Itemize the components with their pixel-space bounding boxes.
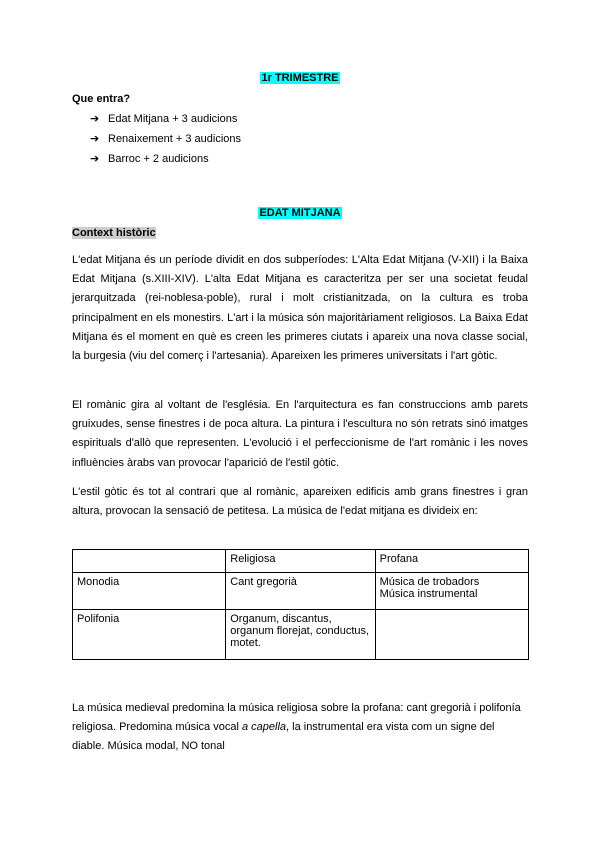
- list-item: ➔ Edat Mitjana + 3 audicions: [90, 113, 238, 125]
- paragraph-gotic: L'estil gòtic és tot al contrari que al romànic, apareixen edificis amb grans finestres i gran altura, provocan la sensació de petitesa. La música de l'edat mitjana es divideix en:: [72, 486, 528, 518]
- table-cell: [375, 610, 528, 660]
- paragraph-final: La música medieval predomina la música religiosa sobre la profana: cant gregorià i polifonía religiosa. Predomina música vocal a capella, la instrumental era vista com un signe del diable. Música modal, NO tonal: [72, 702, 521, 753]
- table-cell-line: Música instrumental: [379, 588, 478, 600]
- table-cell-line: Organum, discantus,: [230, 613, 332, 625]
- table-cell-line: Música de trobadors: [379, 576, 480, 588]
- table-cell: Cant gregorià: [226, 573, 375, 610]
- arrow-right-icon: ➔: [90, 153, 100, 165]
- list-item: ➔ Barroc + 2 audicions: [90, 153, 209, 165]
- que-entra-label: Que entra?: [72, 93, 131, 105]
- table-cell-line: motet.: [230, 637, 261, 649]
- section-title: EDAT MITJANA: [259, 207, 341, 219]
- table-row: [73, 573, 529, 610]
- table-header-religiosa: Religiosa: [226, 550, 375, 573]
- table-row: [73, 550, 529, 573]
- table-cell: Polifonia: [73, 610, 226, 660]
- table-cell: [375, 573, 528, 610]
- music-table: [72, 549, 529, 660]
- paragraph-context: L'edat Mitjana és un període dividit en dos subperíodes: L'Alta Edat Mitjana (V-XII) i la Baixa Edat Mitjana (s.XIII-XIV). L'alta Edat Mitjana es caracteritza per ser una societat feudal jerarquitzada (rei-noblesa-poble), rural i molt cristianitzada, on la cultura es troba principalment en els monestirs. L'art i la música són majoritàriament religiosos. La Baixa Edat Mitjana és el moment en què es creen les primeres ciutats i apareix una nova classe social, la burgesia (viu del comerç i l'artesania). Apareixen les primeres universitats i l'art gòtic.: [72, 254, 528, 363]
- table-cell: [226, 610, 375, 660]
- table-cell: Monodia: [73, 573, 226, 610]
- italic-a-capella: a capella: [241, 721, 287, 734]
- table-cell-line: organum florejat, conductus,: [230, 625, 370, 637]
- context-label: Context històric: [72, 227, 156, 239]
- table-row: [73, 610, 529, 660]
- table-header-profana: Profana: [375, 550, 528, 573]
- arrow-right-icon: ➔: [90, 113, 100, 125]
- content-list: [90, 112, 241, 172]
- paragraph-romanic: El romànic gira al voltant de l'església. En l'arquitectura es fan construccions amb parets gruixudes, sense finestres i de poca altura. La pintura i l'escultura no són retrats sinó imatges espirituals d'allò que representen. L'evolució i el perfeccionisme de l'art romànic i les noves influències àrabs van provocar l'aparició de l'estil gòtic.: [72, 399, 528, 469]
- trimestre-title: 1r TRIMESTRE: [261, 72, 339, 84]
- table-header-empty: [73, 550, 226, 573]
- arrow-right-icon: ➔: [90, 133, 100, 145]
- list-item: ➔ Renaixement + 3 audicions: [90, 133, 241, 145]
